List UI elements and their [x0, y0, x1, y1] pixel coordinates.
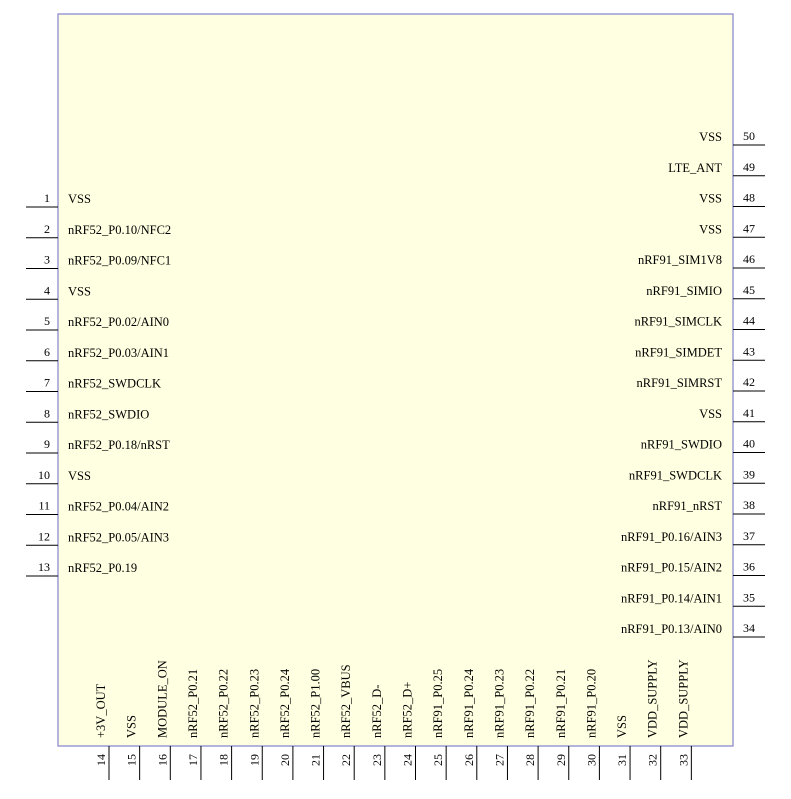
right-pin-46 — [638, 252, 765, 268]
pin-label: nRF52_P0.24 — [277, 668, 292, 738]
pin-number: 7 — [44, 375, 50, 390]
pin-number: 49 — [743, 159, 755, 174]
bottom-pin-26 — [462, 668, 477, 780]
pin-number: 15 — [124, 754, 139, 766]
pin-label: nRF91_P0.14/AIN1 — [620, 591, 722, 606]
pin-label: nRF52_VBUS — [339, 664, 354, 738]
pin-label: nRF52_D- — [369, 684, 384, 738]
left-pin-11 — [26, 499, 169, 515]
pin-number: 13 — [38, 560, 50, 574]
pin-label: VDD_SUPPLY — [676, 659, 691, 738]
right-pin-45 — [646, 283, 765, 299]
pin-number: 17 — [185, 754, 200, 766]
pin-number: 6 — [44, 344, 50, 359]
pin-label: LTE_ANT — [668, 160, 722, 175]
right-pin-39 — [629, 467, 765, 483]
pin-label: nRF91_P0.15/AIN2 — [620, 560, 722, 575]
pin-label: nRF52_P1.00 — [308, 668, 323, 738]
left-pin-5 — [26, 314, 169, 330]
pin-label: nRF91_P0.22 — [523, 668, 538, 738]
bottom-pin-28 — [523, 669, 538, 780]
pin-number: 20 — [277, 754, 292, 766]
pin-number: 10 — [38, 467, 50, 482]
bottom-pin-21 — [309, 669, 324, 780]
pin-label: nRF52_P0.10/NFC2 — [68, 222, 172, 237]
left-pin-8 — [26, 406, 149, 422]
pin-number: 5 — [44, 314, 50, 328]
bottom-pin-29 — [554, 669, 569, 780]
pin-label: VSS — [615, 715, 630, 738]
pin-number: 27 — [492, 754, 507, 766]
left-pin-2 — [26, 222, 171, 238]
pin-number: 25 — [431, 754, 446, 766]
right-pin-43 — [635, 344, 765, 360]
pin-label: VSS — [699, 130, 722, 144]
pin-label: nRF91_P0.16/AIN3 — [620, 529, 722, 544]
bottom-pin-15 — [125, 715, 140, 780]
pin-label: VSS — [699, 191, 722, 206]
bottom-pin-33 — [676, 659, 691, 780]
pin-label: nRF91_SIM1V8 — [637, 253, 722, 267]
pin-label: nRF52_P0.18/nRST — [68, 438, 170, 452]
pin-number: 43 — [743, 344, 755, 359]
pin-label: nRF52_SWDIO — [68, 407, 150, 422]
pin-number: 8 — [44, 406, 50, 421]
pin-label: nRF91_P0.25 — [431, 668, 446, 738]
right-pin-49 — [668, 160, 765, 176]
pin-number: 23 — [369, 754, 384, 766]
right-pin-36 — [621, 560, 765, 576]
pin-label: nRF52_P0.04/AIN2 — [68, 499, 170, 514]
pin-label: nRF52_SWDCLK — [68, 376, 162, 391]
pin-label: nRF91_P0.23 — [492, 668, 507, 738]
pin-number: 37 — [743, 528, 755, 543]
left-pin-9 — [26, 437, 170, 453]
bottom-pin-14 — [94, 683, 109, 780]
bottom-pin-20 — [278, 668, 293, 780]
bottom-pin-18 — [217, 669, 232, 780]
pin-number: 14 — [94, 754, 108, 766]
pin-label: nRF91_SIMCLK — [634, 314, 722, 329]
right-pin-40 — [641, 437, 765, 453]
right-pin-44 — [634, 314, 765, 330]
pin-number: 29 — [553, 754, 568, 766]
pin-number: 18 — [216, 754, 231, 766]
bottom-pin-24 — [401, 682, 416, 780]
pin-label: nRF91_SIMIO — [646, 283, 722, 298]
pin-label: nRF52_P0.05/AIN3 — [68, 530, 170, 545]
right-pin-34 — [621, 621, 765, 637]
bottom-pin-27 — [492, 669, 507, 780]
bottom-pin-23 — [370, 685, 385, 780]
pin-number: 2 — [44, 221, 50, 236]
pin-number: 12 — [38, 529, 50, 544]
pin-label: nRF91_SIMRST — [636, 376, 722, 390]
pin-number: 45 — [743, 282, 755, 297]
pin-label: nRF52_P0.02/AIN0 — [68, 315, 170, 329]
pin-number: 35 — [743, 590, 755, 605]
pin-label: nRF52_P0.09/NFC1 — [68, 253, 172, 268]
pin-label: nRF91_P0.13/AIN0 — [620, 622, 722, 636]
pin-label: nRF52_P0.03/AIN1 — [68, 345, 170, 360]
bottom-pin-31 — [615, 715, 630, 780]
pin-number: 4 — [44, 283, 50, 298]
pin-number: 9 — [44, 437, 50, 451]
pin-number: 36 — [743, 559, 755, 574]
pin-label: nRF91_SWDCLK — [628, 468, 722, 483]
pin-number: 26 — [461, 754, 476, 766]
pin-number: 24 — [400, 754, 415, 766]
pin-label: nRF52_D+ — [400, 681, 415, 738]
bottom-pin-32 — [646, 659, 661, 780]
pin-number: 21 — [308, 754, 323, 766]
pin-number: 11 — [38, 498, 50, 513]
pin-number: 39 — [743, 467, 755, 482]
pin-label: MODULE_ON — [155, 660, 170, 738]
pin-number: 42 — [743, 375, 755, 389]
pin-number: 48 — [743, 190, 755, 205]
pin-number: 46 — [743, 252, 755, 266]
pin-number: 47 — [743, 221, 755, 236]
pin-label: VDD_SUPPLY — [645, 659, 660, 738]
pin-number: 34 — [743, 621, 755, 635]
pin-number: 19 — [247, 754, 262, 766]
pin-label: nRF52_P0.23 — [247, 668, 262, 738]
pin-label: nRF91_nRST — [652, 499, 722, 513]
pin-label: VSS — [68, 284, 91, 299]
pin-number: 16 — [155, 754, 170, 766]
pin-number: 22 — [339, 754, 354, 766]
bottom-pin-22 — [339, 664, 354, 780]
left-pin-3 — [26, 253, 171, 269]
pin-number: 32 — [645, 754, 660, 766]
pin-number: 41 — [743, 405, 755, 420]
bottom-pin-19 — [247, 669, 262, 780]
pin-label: nRF91_P0.21 — [553, 668, 568, 738]
left-pin-6 — [26, 345, 169, 361]
pin-label: +3V_OUT — [94, 683, 108, 738]
left-pin-7 — [26, 376, 161, 392]
pin-label: VSS — [68, 192, 91, 206]
pin-label: nRF91_P0.20 — [584, 668, 599, 738]
pin-number: 44 — [743, 313, 755, 328]
right-pin-42 — [637, 375, 765, 391]
pin-number: 3 — [44, 252, 50, 267]
pin-label: nRF91_SWDIO — [640, 437, 722, 452]
pin-label: VSS — [699, 222, 722, 237]
pin-label: nRF52_P0.19 — [68, 561, 138, 575]
bottom-pin-25 — [431, 669, 446, 780]
pin-number: 50 — [743, 129, 755, 143]
pin-label: nRF91_P0.24 — [461, 668, 476, 738]
bottom-pin-16 — [155, 660, 170, 780]
right-pin-38 — [653, 498, 765, 514]
right-pin-37 — [621, 529, 765, 545]
pin-label: VSS — [124, 715, 139, 738]
pin-label: nRF52_P0.21 — [185, 668, 200, 738]
pin-label: VSS — [699, 406, 722, 421]
left-pin-12 — [26, 529, 169, 545]
pin-number: 1 — [44, 191, 50, 205]
pin-label: VSS — [68, 468, 91, 483]
pin-label: nRF52_P0.22 — [216, 668, 231, 738]
pin-label: nRF91_SIMDET — [635, 345, 722, 360]
pin-number: 40 — [743, 436, 755, 451]
pin-number: 30 — [584, 754, 599, 766]
left-pin-13 — [26, 560, 137, 576]
pin-number: 33 — [676, 754, 691, 766]
bottom-pin-30 — [584, 669, 599, 780]
right-pin-35 — [621, 590, 765, 606]
bottom-pin-17 — [186, 669, 201, 780]
pin-number: 31 — [615, 754, 630, 766]
pin-number: 28 — [523, 754, 538, 766]
pin-number: 38 — [743, 498, 755, 512]
